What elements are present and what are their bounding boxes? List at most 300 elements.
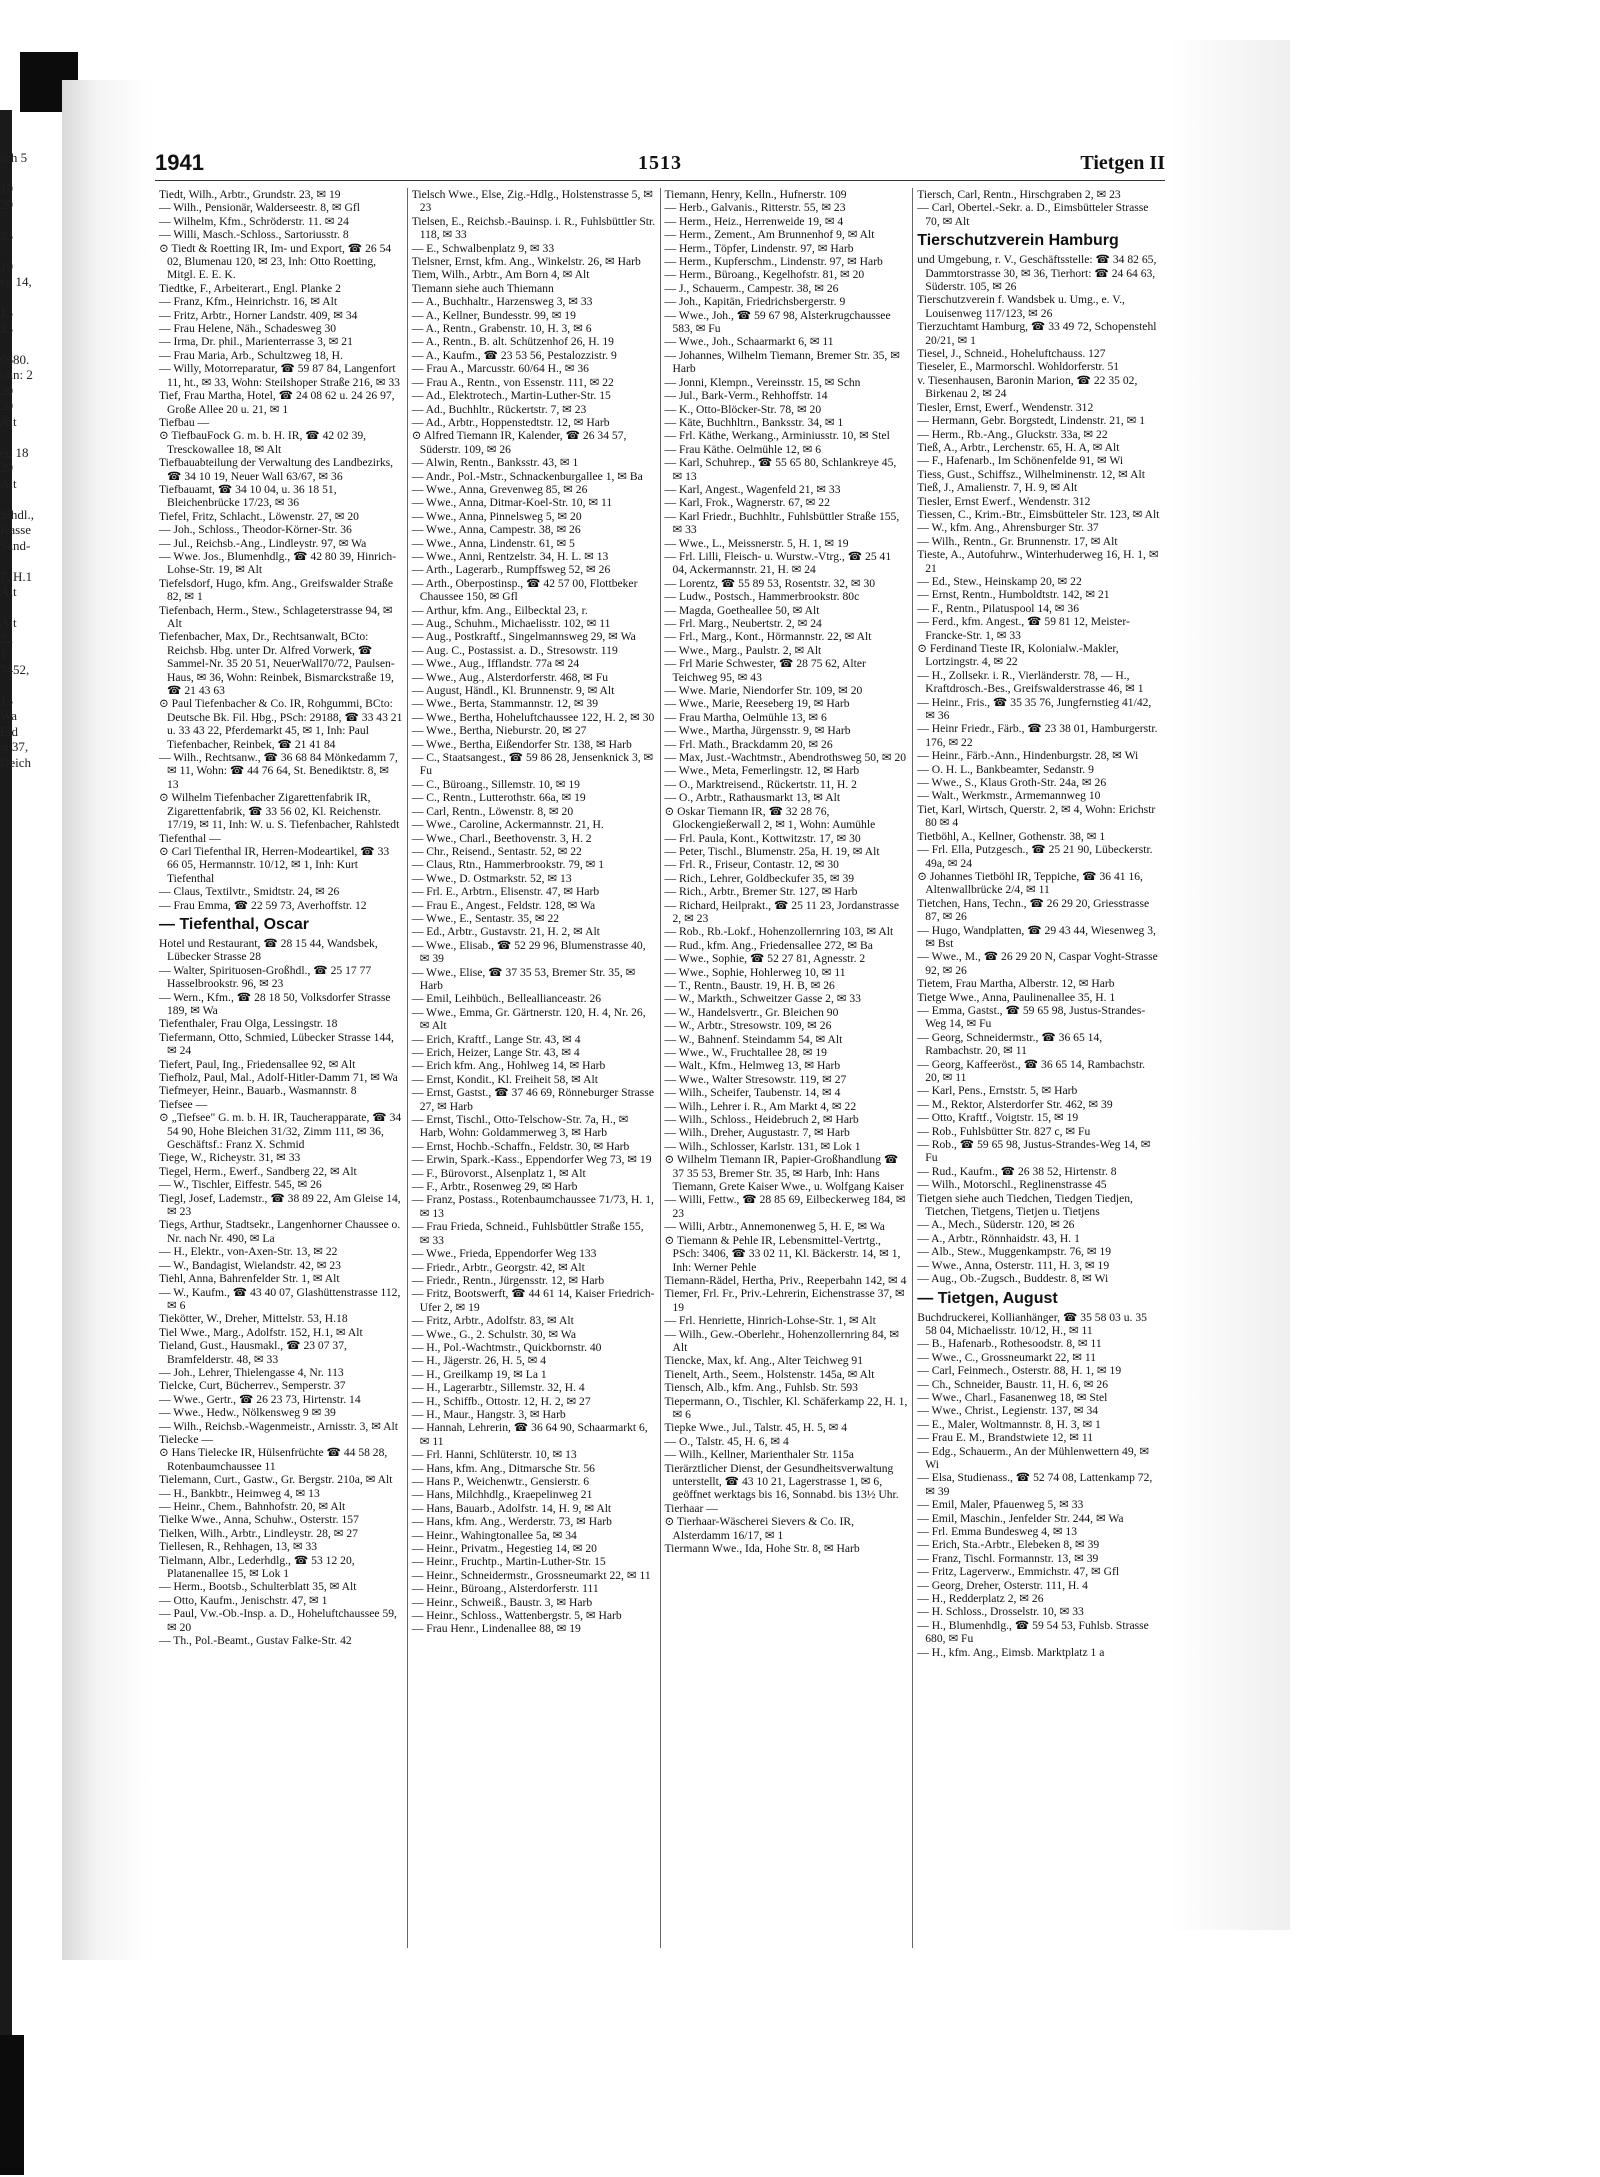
- directory-entry: — Heinr., Schloss., Wattenbergstr. 5, ✉ Harb: [411, 1609, 622, 1623]
- directory-entry: — A., Rentn., Grabenstr. 10, H. 3, ✉ 6: [411, 322, 592, 336]
- directory-entry: — Heinr., Schweiß., Baustr. 3, ✉ Harb: [411, 1595, 593, 1609]
- directory-entry: — Elsa, Studienass., ☎ 52 74 08, Lattenkamp 72, ✉ 39: [917, 1471, 1153, 1498]
- directory-entry: Tiedtke, F., Arbeiterart., Engl. Planke 2: [159, 281, 341, 295]
- directory-entry: — Wwe., Aug., Alsterdorferstr. 468, ✉ Fu: [411, 670, 609, 684]
- directory-entry: — W., Markth., Schweitzer Gasse 2, ✉ 33: [664, 992, 861, 1006]
- directory-entry: — Karl, Frok., Wagnerstr. 67, ✉ 22: [664, 496, 830, 510]
- directory-entry: — Erich, Heizer, Lange Str. 43, ✉ 4: [411, 1046, 580, 1059]
- page-edge-right: [1170, 40, 1290, 1930]
- directory-entry: Buchdruckerei, Kollianhänger, ☎ 35 58 03 u. 35 58 04, Michaelisstr. 10/12, H., ✉ 11: [917, 1310, 1147, 1337]
- directory-entry: — Hermann, Gebr. Borgstedt, Lindenstr. 21, ✉ 1: [917, 414, 1146, 428]
- directory-entry: Tiehl, Anna, Bahrenfelder Str. 1, ✉ Alt: [159, 1272, 340, 1286]
- fragment-line: Sand-: [0, 537, 31, 553]
- directory-entry: Tierschutzverein f. Wandsbek u. Umg., e. V., Louisenweg 117/123, ✉ 26: [917, 293, 1125, 320]
- directory-entry: — Aug., Ob.-Zugsch., Buddestr. 8, ✉ Wi: [917, 1272, 1109, 1286]
- directory-entry: — Willi, Arbtr., Annemonenweg 5, H. E, ✉ Wa: [664, 1220, 885, 1234]
- directory-entry: — Frl. E., Arbtrn., Elisenstr. 47, ✉ Harb: [411, 885, 600, 899]
- directory-entry: — H., Redderplatz 2, ✉ 26: [917, 1592, 1044, 1606]
- directory-entry: — Frl. Paula, Kont., Kottwitzstr. 17, ✉ 30: [664, 831, 861, 845]
- directory-entry: ⊙ TiefbauFock G. m. b. H. IR, ☎ 42 02 39, Tresckowallee 18, ✉ Alt: [159, 429, 367, 456]
- directory-entry: — E., Maler, Woltmannstr. 8, H. 3, ✉ 1: [917, 1417, 1101, 1431]
- fragment-line: Alt: [0, 584, 17, 599]
- directory-entry: — Claus, Rtn., Hammerbrookstr. 79, ✉ 1: [411, 858, 605, 872]
- directory-entry: — H., Elektr., von-Axen-Str. 13, ✉ 22: [159, 1245, 338, 1259]
- directory-entry: — Herm., Heiz., Herrenweide 19, ✉ 4: [664, 214, 844, 228]
- directory-entry: — Wwe., L., Meissnerstr. 5, H. 1, ✉ 19: [664, 536, 849, 550]
- fragment-line: [0, 290, 60, 306]
- directory-entry: — Rich., Arbtr., Bremer Str. 127, ✉ Harb: [664, 885, 858, 899]
- directory-entry: — Frau Käthe. Oelmühle 12, ✉ 6: [664, 442, 822, 456]
- directory-entry: — Karl Friedr., Buchhltr., Fuhlsbüttler Straße 155, ✉ 33: [664, 509, 900, 537]
- directory-entry: — Jul., Reichsb.-Ang., Lindleystr. 97, ✉ Wa: [159, 536, 367, 550]
- fragment-line: [0, 212, 60, 228]
- directory-entry: — W., Bandagist, Wielandstr. 42, ✉ 23: [159, 1258, 341, 1272]
- directory-entry: ⊙ „Tiefsee" G. m. b. H. IR, Taucherapparate, ☎ 34 54 90, Hohe Bleichen 31/32, Zimm 111, ✉ 36, Geschäftsf.: Franz X. Schmid: [159, 1111, 402, 1152]
- fragment-line: 7452,: [0, 661, 30, 677]
- directory-entry: und Umgebung, r. V., Geschäftsstelle: ☎ 34 82 65, Dammtorstrasse 30, ✉ 36, Tierhort: ☎ 24 64 63, Süderstr. 105, ✉ 26: [917, 253, 1157, 294]
- directory-entry: — H., Blumenhdlg., ☎ 59 54 53, Fuhlsb. Strasse 680, ✉ Fu: [917, 1618, 1149, 1646]
- directory-entry: — Frau Emma, ☎ 22 59 73, Averhoffstr. 12: [159, 898, 367, 912]
- directory-entry: Tieseler, E., Marmorschl. Wohldorferstr. 51: [917, 360, 1120, 374]
- directory-entry: — Wwe., C., Grossneumarkt 22, ✉ 11: [917, 1350, 1097, 1364]
- directory-entry: Tiefholz, Paul, Mal., Adolf-Hitler-Damm 71, ✉ Wa: [159, 1071, 398, 1084]
- directory-entry: — A., Rentn., B. alt. Schützenhof 26, H. 19: [411, 335, 614, 349]
- directory-entry: — Aug. C., Postassist. a. D., Stresowstr. 119: [411, 643, 618, 657]
- directory-entry: — C., Rentn., Lutterothstr. 66a, ✉ 19: [411, 791, 586, 805]
- directory-entry: — Wwe., Bertha, Nieburstr. 20, ✉ 27: [411, 724, 587, 738]
- directory-entry: — Otto, Kaufm., Jenischstr. 47, ✉ 1: [159, 1593, 328, 1607]
- directory-entry: — August, Händl., Kl. Brunnenstr. 9, ✉ Alt: [411, 684, 615, 698]
- directory-entry: — Heinr., Privatm., Hegestieg 14, ✉ 20: [411, 1542, 597, 1556]
- directory-entry: Tielecke —: [159, 1432, 213, 1446]
- fragment-line: 22: [0, 630, 13, 646]
- directory-entry: ⊙ Tierhaar-Wäscherei Sievers & Co. IR, Alsterdamm 16/17, ✉ 1: [664, 1515, 854, 1542]
- directory-entry: — Wwe., E., Sentastr. 35, ✉ 22: [411, 911, 560, 925]
- scan-edge-bottom: [0, 2035, 24, 2175]
- fragment-line: 33: [0, 320, 13, 336]
- fragment-line: 20: [0, 398, 13, 413]
- fragment-line: Wa: [0, 708, 17, 723]
- directory-entry: — Wwe., Joh., ☎ 59 67 98, Alsterkrugchaussee 583, ✉ Fu: [664, 308, 891, 336]
- directory-entry: — Aug., Schuhm., Michaelisstr. 102, ✉ 11: [411, 617, 611, 630]
- directory-entry: — O. H. L., Bankbeamter, Sedanstr. 9: [917, 762, 1094, 776]
- directory-entry: — F., Bürovorst., Alsenplatz 1, ✉ Alt: [411, 1166, 586, 1180]
- directory-entry: — Wwe., Anna, Grevenweg 85, ✉ 26: [411, 482, 588, 496]
- directory-entry: — Karl, Schuhrep., ☎ 55 65 80, Schlankreye 45, ✉ 13: [664, 456, 897, 483]
- directory-entry: — Georg, Dreher, Osterstr. 111, H. 4: [917, 1578, 1088, 1592]
- directory-entry: — Ed., Arbtr., Gustavstr. 21, H. 2, ✉ Alt: [411, 925, 600, 939]
- directory-heading: Tierschutzverein Hamburg: [917, 232, 1119, 250]
- directory-entry: Tiepke Wwe., Jul., Talstr. 45, H. 5, ✉ 4: [664, 1421, 848, 1435]
- directory-entry: — Richard, Heilprakt., ☎ 25 11 23, Jordanstrasse 2, ✉ 23: [664, 898, 900, 925]
- previous-page-fragment: [0, 150, 60, 1930]
- directory-entry: Tiefert, Paul, Ing., Friedensallee 92, ✉ Alt: [159, 1057, 356, 1071]
- directory-entry: — Wilh., Kellner, Marienthaler Str. 115a: [664, 1448, 854, 1462]
- directory-entry: Tiefel, Fritz, Schlacht., Löwenstr. 27, ✉ 20: [159, 509, 359, 523]
- directory-entry: — Peter, Tischl., Blumenstr. 25a, H. 19, ✉ Alt: [664, 844, 880, 858]
- directory-entry: — A., Arbtr., Rönnhaidstr. 43, H. 1: [917, 1231, 1080, 1245]
- directory-entry: Tielmann, Albr., Lederhdlg., ☎ 53 12 20, Platanenallee 15, ✉ Lok 1: [159, 1553, 355, 1581]
- directory-entry: — W., Bahnenf. Steindamm 54, ✉ Alt: [664, 1032, 843, 1046]
- directory-entry: — Heinr., Fris., ☎ 35 35 76, Jungfernstieg 41/42, ✉ 36: [917, 695, 1152, 723]
- directory-entry: — Frau Maria, Arb., Schultzweg 18, H.: [159, 348, 343, 362]
- directory-entry: — Wwe. Jos., Blumenhdlg., ☎ 42 80 39, Hinrich-Lohse-Str. 19, ✉ Alt: [159, 549, 397, 577]
- directory-entry: ⊙ Hans Tielecke IR, Hülsenfrüchte ☎ 44 58 28, Rotenbaumchaussee 11: [159, 1446, 388, 1473]
- directory-entry: — Arth., Lagerarb., Rumpffsweg 52, ✉ 26: [411, 563, 611, 577]
- directory-entry: Tiefenbach, Herm., Stew., Schlageterstrasse 94, ✉ Alt: [159, 603, 393, 630]
- directory-entry: — Ernst, Kondit., Kl. Freiheit 58, ✉ Alt: [411, 1072, 598, 1086]
- directory-entry: Tiefermann, Otto, Schmied, Lübecker Strasse 144, ✉ 24: [159, 1030, 394, 1058]
- directory-entry: — Wilh., Schlosser, Karlstr. 131, ✉ Lok 1: [664, 1139, 861, 1153]
- directory-entry: v. Tiesenhausen, Baronin Marion, ☎ 22 35 02, Birkenau 2, ✉ 24: [917, 373, 1138, 401]
- directory-entry: Tienelt, Arth., Seem., Holstenstr. 145a, ✉ Alt: [664, 1367, 875, 1381]
- directory-entry: — Ludw., Postsch., Hammerbrookstr. 80c: [664, 590, 860, 604]
- directory-entry: — Hans, kfm. Ang., Ditmarsche Str. 56: [411, 1461, 595, 1475]
- directory-entry: — Wwe., Sophie, ☎ 52 27 81, Agnesstr. 2: [664, 952, 866, 966]
- directory-entry: — A., Buchhaltr., Harzensweg 3, ✉ 33: [411, 295, 593, 309]
- directory-entry: — Heinr., Schneidermstr., Grossneumarkt 22, ✉ 11: [411, 1568, 651, 1582]
- directory-entry: — Wwe., G., 2. Schulstr. 30, ✉ Wa: [411, 1327, 576, 1341]
- directory-entry: Tiersch, Carl, Rentn., Hirschgraben 2, ✉ 23: [917, 188, 1121, 201]
- directory-entry: — Wwe., Emma, Gr. Gärtnerstr. 120, H. 4, Nr. 26, ✉ Alt: [411, 1005, 646, 1033]
- directory-entry: — Frl. Ella, Putzgesch., ☎ 25 21 90, Lübeckerstr. 49a, ✉ 24: [917, 843, 1153, 870]
- directory-entry: — Hannah, Lehrerin, ☎ 36 64 90, Schaarmarkt 6, ✉ 11: [411, 1421, 648, 1448]
- directory-entry: — Käte, Buchhltrn., Banksstr. 34, ✉ 1: [664, 415, 844, 429]
- running-head: Tietgen II: [1080, 152, 1165, 174]
- directory-entry: Tiencke, Max, kf. Ang., Alter Teichweg 91: [664, 1354, 864, 1368]
- directory-entry: — W., Tischler, Eiffestr. 545, ✉ 26: [159, 1178, 322, 1192]
- fragment-line: 7, H.1: [0, 568, 33, 584]
- directory-entry: Tierzuchtamt Hamburg, ☎ 33 49 72, Schopenstehl 20/21, ✉ 1: [917, 320, 1157, 347]
- directory-entry: ⊙ Ferdinand Tieste IR, Kolonialw.-Makler, Lortzingstr. 4, ✉ 22: [917, 642, 1119, 669]
- directory-entry: — Walt., Werkmstr., Armemannweg 10: [917, 789, 1101, 803]
- fragment-line: 0680.: [0, 351, 30, 367]
- book-gutter: [62, 80, 152, 1960]
- directory-entry: — Wwe., W., Fruchtallee 28, ✉ 19: [664, 1046, 827, 1059]
- fragment-line: [0, 429, 60, 445]
- directory-entry: — Frau E., Angest., Feldstr. 128, ✉ Wa: [411, 898, 596, 912]
- directory-entry: Tiefmeyer, Heinr., Bauarb., Wasmannstr. 8: [159, 1084, 357, 1098]
- directory-entry: — C., Büroang., Sillemstr. 10, ✉ 19: [411, 777, 580, 791]
- directory-entry: — Heinr., Wahingtonallee 5a, ✉ 34: [411, 1528, 577, 1542]
- directory-entry: — Wwe., Bertha, Hoheluftchaussee 122, H. 2, ✉ 30: [411, 710, 655, 724]
- directory-entry: — Erwin, Spark.-Kass., Eppendorfer Weg 73, ✉ 19: [411, 1153, 652, 1167]
- directory-heading: — Tiefenthal, Oscar: [159, 915, 309, 933]
- directory-entry: — A., Kaufm., ☎ 23 53 56, Pestalozzistr. 9: [411, 348, 617, 362]
- directory-entry: — H., Maur., Hangstr. 3, ✉ Harb: [411, 1407, 566, 1421]
- directory-entry: — Franz, Tischl. Formannstr. 13, ✉ 39: [917, 1551, 1099, 1565]
- directory-entry: — Friedr., Arbtr., Georgstr. 42, ✉ Alt: [411, 1260, 585, 1274]
- directory-entry: — A., Mech., Süderstr. 120, ✉ 26: [917, 1218, 1075, 1232]
- directory-entry: — Wwe., Hedw., Nölkensweg 9 ✉ 39: [159, 1406, 336, 1420]
- directory-entry: ⊙ Tiedt & Roetting IR, Im- und Export, ☎ 26 54 02, Blumenau 120, ✉ 23, Inh: Otto Roetting, Mitgl. E. E. K.: [159, 241, 392, 282]
- directory-entry: Tietböhl, A., Kellner, Gothenstr. 38, ✉ 1: [917, 829, 1106, 843]
- directory-entry: — Wwe., Caroline, Ackermannstr. 21, H.: [411, 818, 604, 832]
- directory-entry: — O., Arbtr., Rathausmarkt 13, ✉ Alt: [664, 791, 841, 805]
- directory-entry: — Claus, Textilvtr., Smidtstr. 24, ✉ 26: [159, 885, 340, 899]
- directory-entry: — Carl, Feinmech., Osterstr. 88, H. 1, ✉ 19: [917, 1364, 1122, 1378]
- directory-entry: — Wwe., Christ., Legienstr. 137, ✉ 34: [917, 1404, 1099, 1418]
- directory-entry: Tielcke, Curt, Bücherrev., Semperstr. 37: [159, 1379, 346, 1393]
- directory-entry: — F., Arbtr., Rosenweg 29, ✉ Harb: [411, 1180, 578, 1194]
- directory-entry: Tielsch Wwe., Else, Zig.-Hdlg., Holstenstrasse 5, ✉ 23: [411, 188, 653, 215]
- directory-entry: — Carl, Rentn., Löwenstr. 8, ✉ 20: [411, 804, 574, 818]
- directory-entry: — Wwe., Joh., Schaarmarkt 6, ✉ 11: [664, 335, 834, 349]
- directory-entry: — A., Kellner, Bundesstr. 99, ✉ 19: [411, 308, 576, 322]
- directory-entry: — F., Rentn., Pilatuspool 14, ✉ 36: [917, 601, 1080, 615]
- directory-column-4: [913, 188, 1165, 1948]
- directory-entry: — Wilh., Rechtsanw., ☎ 36 68 84 Mönkedamm 7, ✉ 11, Wohn: ☎ 44 76 64, St. Benediktstr. 8, ✉ 13: [159, 751, 398, 791]
- fragment-line: 13: [0, 692, 13, 708]
- directory-entry: Tiemann-Rädel, Hertha, Priv., Reeperbahn 142, ✉ 4: [664, 1273, 907, 1287]
- directory-entry: ⊙ Wilhelm Tiemann IR, Papier-Großhandlung ☎ 37 35 53, Bremer Str. 35, ✉ Harb, Inh: Hans Tiemann, Grete Kaiser Wwe., u. Wolfgang Kaiser: [664, 1153, 904, 1194]
- directory-entry: — Fritz, Arbtr., Adolfstr. 83, ✉ Alt: [411, 1314, 574, 1328]
- directory-entry: — Karl, Pens., Ernststr. 5, ✉ Harb: [917, 1084, 1078, 1098]
- page-header: [155, 150, 1165, 181]
- directory-entry: — Rob., Fuhlsbütter Str. 827 c, ✉ Fu: [917, 1124, 1091, 1138]
- directory-entry: Tiess, Gust., Schiffsz., Wilhelminenstr. 12, ✉ Alt: [917, 467, 1145, 481]
- directory-entry: — Irma, Dr. phil., Marienterrasse 3, ✉ 21: [159, 335, 353, 349]
- directory-entry: — Wwe., Charl., Fasanenweg 18, ✉ Stel: [917, 1390, 1108, 1404]
- directory-entry: — Emma, Gastst., ☎ 59 65 98, Justus-Strandes-Weg 14, ✉ Fu: [917, 1003, 1146, 1031]
- directory-entry: Tierärztlicher Dienst, der Gesundheitsverwaltung unterstellt, ☎ 43 10 21, Lagerstrasse 1, ✉ 6, geöffnet werktags bis 16, Sonnabd. bis 13½ Uhr.: [664, 1461, 899, 1502]
- directory-entry: — Frl. Hanni, Schlüterstr. 10, ✉ 13: [411, 1448, 577, 1462]
- directory-entry: — Max, Just.-Wachtmstr., Abendrothsweg 50, ✉ 20: [664, 751, 907, 765]
- directory-entry: — F., Hafenarb., Im Schönenfelde 91, ✉ Wi: [917, 454, 1124, 468]
- directory-entry: — Frl Marie Schwester, ☎ 28 75 62, Alter Teichweg 95, ✉ 43: [664, 657, 866, 684]
- fragment-line: Kasse: [0, 522, 32, 537]
- directory-entry: — Rob., ☎ 59 65 98, Justus-Strandes-Weg 14, ✉ Fu: [917, 1138, 1151, 1165]
- directory-entry: Tiefenbacher, Max, Dr., Rechtsanwalt, BCto: Reichsb. Hbg. unter Dr. Alfred Vorwerk, ☎ Sammel-Nr. 35 20 51, NeuerWall70/72, Paulsen-Haus, ✉ 36, Wohn: Reinbek, Bismarckstraße 19, ☎ 21 43 63: [159, 630, 395, 698]
- directory-entry: — Frl. R., Friseur, Contastr. 12, ✉ 30: [664, 858, 839, 872]
- directory-entry: ⊙ Wilhelm Tiefenbacher Zigarettenfabrik IR, Zigarettenfabrik, ☎ 33 56 02, Kl. Reichenstr. 17/19, ✉ 11, Inh: W. u. S. Tiefenbacher, Rahlstedt: [159, 791, 400, 832]
- directory-entry: — O., Talstr. 45, H. 6, ✉ 4: [664, 1434, 789, 1448]
- directory-entry: — W., Arbtr., Stresowstr. 109, ✉ 26: [664, 1019, 832, 1033]
- directory-entry: — Hans P., Weichenwtr., Gensierstr. 6: [411, 1475, 589, 1488]
- directory-entry: Tielsner, Ernst, kfm. Ang., Winkelstr. 26, ✉ Harb: [411, 255, 641, 269]
- directory-entry: — Wwe., S., Klaus Groth-Str. 24a, ✉ 26: [917, 776, 1107, 790]
- directory-entry: — Wwe., Marg., Paulstr. 2, ✉ Alt: [664, 643, 822, 657]
- directory-entry: — Ch., Schneider, Baustr. 11, H. 6, ✉ 26: [917, 1377, 1109, 1391]
- directory-entry: — Fritz, Lagerverw., Emmichstr. 47, ✉ Gfl: [917, 1565, 1120, 1579]
- directory-entry: — Ferd., kfm. Angest., ☎ 59 81 12, Meister-Francke-Str. 1, ✉ 33: [917, 615, 1130, 642]
- directory-entry: — Wwe., Elisab., ☎ 52 29 96, Blumenstrasse 40, ✉ 39: [411, 938, 646, 966]
- directory-entry: — Wwe., Anna, Osterstr. 111, H. 3, ✉ 19: [917, 1258, 1110, 1272]
- directory-entry: Tiepermann, O., Tischler, Kl. Schäferkamp 22, H. 1, ✉ 6: [664, 1394, 908, 1421]
- directory-entry: — Wilh., Motorschl., Reglinenstrasse 45: [917, 1178, 1107, 1192]
- directory-entry: — Frl. Marg., Neubertstr. 2, ✉ 24: [664, 617, 822, 630]
- fragment-line: Alt: [0, 615, 17, 630]
- fragment-line: Alt: [0, 413, 17, 429]
- directory-entry: — Wwe., Anna, Pinnelsweg 5, ✉ 20: [411, 509, 582, 523]
- directory-entry: — Rob., Rb.-Lokf., Hohenzollernring 103, ✉ Alt: [664, 925, 894, 939]
- directory-entry: — Willy, Motorreparatur, ☎ 59 87 84, Langenfort 11, ht., ✉ 33, Wohn: Steilshoper Straße 216, ✉ 33: [159, 362, 400, 389]
- directory-entry: Tiesler, Ernst Ewerf., Wendenstr. 312: [917, 494, 1091, 508]
- fragment-line: 29: [0, 196, 13, 212]
- directory-entry: — K., Otto-Blöcker-Str. 78, ✉ 20: [664, 402, 822, 416]
- fragment-line: Eid: [0, 723, 19, 739]
- directory-entry: Tiel Wwe., Marg., Adolfstr. 152, H.1, ✉ Alt: [159, 1325, 363, 1339]
- directory-entry: — Erich, Kraftf., Lange Str. 43, ✉ 4: [411, 1032, 581, 1046]
- directory-entry: — M., Rektor, Alsterdorfer Str. 462, ✉ 39: [917, 1097, 1113, 1111]
- directory-entry: — Alb., Stew., Muggenkampstr. 76, ✉ 19: [917, 1245, 1112, 1259]
- directory-entry: Tielemann, Curt., Gastw., Gr. Bergstr. 210a, ✉ Alt: [159, 1473, 393, 1487]
- directory-entry: Tiefbau —: [159, 415, 210, 429]
- directory-entry: — Wilh., Scheifer, Taubenstr. 14, ✉ 4: [664, 1086, 841, 1100]
- directory-entry: — Alwin, Rentn., Banksstr. 43, ✉ 1: [411, 456, 579, 470]
- fragment-line: [0, 491, 60, 507]
- directory-entry: — Wwe., Anna, Ditmar-Koel-Str. 10, ✉ 11: [411, 496, 613, 510]
- fragment-line: 13: [0, 305, 13, 320]
- directory-entry: Tiegel, Herm., Ewerf., Sandberg 22, ✉ Alt: [159, 1164, 357, 1178]
- directory-entry: Tiefenthal —: [159, 831, 221, 845]
- directory-entry: — Frau Henr., Lindenallee 88, ✉ 19: [411, 1622, 581, 1636]
- directory-entry: — Wwe., Bertha, Eißendorfer Str. 138, ✉ Harb: [411, 737, 632, 751]
- directory-entry: — Wwe., Aug., Ifflandstr. 77a ✉ 24: [411, 657, 580, 671]
- directory-entry: Tief, Frau Martha, Hotel, ☎ 24 08 62 u. 24 26 97, Große Allee 20 u. 21, ✉ 1: [159, 389, 395, 416]
- fragment-line: sch 5: [0, 150, 28, 165]
- directory-entry: — Andr., Pol.-Mstr., Schnackenburgallee 1, ✉ Ba: [411, 469, 643, 483]
- directory-entry: — J., Schauerm., Campestr. 38, ✉ 26: [664, 281, 839, 295]
- directory-entry: — Wwe., Gertr., ☎ 26 23 73, Hirtenstr. 14: [159, 1392, 361, 1406]
- directory-entry: — Herm., Töpfer, Lindenstr. 97, ✉ Harb: [664, 241, 854, 255]
- directory-entry: ⊙ Tiemann & Pehle IR, Lebensmittel-Vertrtg., PSch: 3406, ☎ 33 02 11, Kl. Bäckerstr. 14, ✉ 1, Inh: Werner Pehle: [664, 1233, 901, 1274]
- page-number: 1513: [638, 152, 682, 174]
- directory-entry: — Herm., Zement., Am Brunnenhof 9, ✉ Alt: [664, 228, 875, 242]
- directory-entry: — Herm., Kupferschm., Lindenstr. 97, ✉ Harb: [664, 255, 883, 269]
- directory-entry: — Walt., Kfm., Helmweg 13, ✉ Harb: [664, 1059, 841, 1073]
- directory-entry: — Wwe., M., ☎ 26 29 20 N, Caspar Voght-Strasse 92, ✉ 26: [917, 950, 1158, 977]
- directory-entry: — H., Greilkamp 19, ✉ La 1: [411, 1367, 547, 1381]
- directory-entry: — Wwe., Sophie, Hohlerweg 10, ✉ 11: [664, 965, 846, 979]
- directory-entry: — Heinr., Färb.-Ann., Hindenburgstr. 28, ✉ Wi: [917, 749, 1139, 763]
- directory-entry: — Hans, Milchhdlg., Kraepelinweg 21: [411, 1488, 593, 1502]
- directory-entry: — Frl. Käthe, Werkang., Arminiusstr. 10, ✉ Stel: [664, 429, 890, 443]
- directory-entry: Tieste, A., Autofuhrw., Winterhuderweg 16, H. 1, ✉ 21: [917, 548, 1159, 575]
- fragment-line: Deich: [0, 754, 32, 770]
- directory-entry: — Frau Frieda, Schneid., Fuhlsbüttler Straße 155, ✉ 33: [411, 1220, 644, 1247]
- directory-entry: Tiefbauamt, ☎ 34 10 04, u. 36 18 51, Bleichenbrücke 17/23, ✉ 36: [159, 482, 337, 510]
- directory-entry: — Wwe., Walter Stresowstr. 119, ✉ 27: [664, 1072, 847, 1086]
- directory-entry: — H., Zollsekr. i. R., Vierländerstr. 78, — H., Kraftdrosch.-Bes., Greifswalderstrasse 46, ✉ 1: [917, 668, 1144, 696]
- fragment-line: 19: [0, 181, 13, 196]
- fragment-line: 29: [0, 460, 13, 475]
- directory-entry: — T., Rentn., Baustr. 19, H. B, ✉ 26: [664, 978, 835, 992]
- directory-entry: — Edg., Schauerm., An der Mühlenwettern 49, ✉ Wi: [917, 1444, 1150, 1471]
- directory-entry: — Herb., Galvanis., Ritterstr. 55, ✉ 23: [664, 201, 846, 215]
- directory-entry: Tiem, Wilh., Arbtr., Am Born 4, ✉ Alt: [411, 268, 590, 282]
- directory-entry: — Frau Helene, Näh., Schadesweg 30: [159, 322, 337, 336]
- directory-column-2: [408, 188, 661, 1948]
- directory-entry: Tiegl, Josef, Lademstr., ☎ 38 89 22, Am Gleise 14, ✉ 23: [159, 1191, 401, 1219]
- fragment-line: 33: [0, 227, 13, 243]
- directory-entry: — Carl, Obertel.-Sekr. a. D., Eimsbütteler Strasse 70, ✉ Alt: [917, 201, 1149, 228]
- directory-entry: — Wilh., Pensionär, Walderseestr. 8, ✉ Gfl: [159, 201, 360, 215]
- directory-entry: — O., Marktreisend., Rückertstr. 11, H. 2: [664, 777, 857, 791]
- directory-entry: — H. Schloss., Drosselstr. 10, ✉ 33: [917, 1605, 1084, 1619]
- directory-entry: — Emil, Maler, Pfauenweg 5, ✉ 33: [917, 1498, 1084, 1512]
- fragment-line: Alt: [0, 475, 17, 491]
- directory-entry: — Magda, Goetheallee 50, ✉ Alt: [664, 603, 820, 617]
- directory-entry: ⊙ Johannes Tietböhl IR, Teppiche, ☎ 36 41 16, Altenwallbrücke 2/4, ✉ 11: [917, 869, 1143, 897]
- directory-entry: — Wwe., Anna, Lindenstr. 61, ✉ 5: [411, 536, 575, 550]
- directory-entry: Tietgen siehe auch Tiedchen, Tiedgen Tiedjen, Tietchen, Tietgens, Tietjen u. Tietjens: [917, 1191, 1133, 1219]
- fragment-line: [0, 600, 60, 616]
- directory-entry: — Heinr Friedr., Färb., ☎ 23 38 01, Hamburgerstr. 176, ✉ 22: [917, 722, 1158, 749]
- directory-entry: — Wwe., Anna, Campestr. 38, ✉ 26: [411, 523, 581, 537]
- directory-entry: Tiermann Wwe., Ida, Hohe Str. 8, ✉ Harb: [664, 1542, 860, 1556]
- directory-entry: — Hugo, Wandplatten, ☎ 29 43 44, Wiesenweg 3, ✉ Bst: [917, 923, 1156, 950]
- directory-entry: Tiellesen, R., Rehhagen, 13, ✉ 33: [159, 1540, 318, 1554]
- directory-entry: — Wilh., Dreher, Augustastr. 7, ✉ Harb: [664, 1126, 850, 1140]
- directory-entry: Tiemer, Frl. Fr., Priv.-Lehrerin, Eichenstrasse 37, ✉ 19: [664, 1287, 905, 1314]
- directory-entry: — Emil, Maschin., Jenfelder Str. 244, ✉ Wa: [917, 1511, 1124, 1525]
- directory-entry: ⊙ Paul Tiefenbacher & Co. IR, Rohgummi, BCto: Deutsche Bk. Fil. Hbg., PSch: 29188, ☎ 33 43 21 u. 33 43 22, Pferdemarkt 45, ✉ 1, Inh: Paul Tiefenbacher, Reinbek, ☎ 21 41 84: [159, 697, 403, 751]
- directory-entry: — H., kfm. Ang., Eimsb. Marktplatz 1 a: [917, 1645, 1105, 1659]
- directory-entry: — Ernst, Gastst., ☎ 37 46 69, Rönneburger Strasse 27, ✉ Harb: [411, 1086, 654, 1113]
- directory-entry: Tietchen, Hans, Techn., ☎ 26 29 20, Griesstrasse 87, ✉ 26: [917, 896, 1150, 924]
- directory-entry: — Herm., Büroang., Kegelhofstr. 81, ✉ 20: [664, 268, 865, 282]
- directory-entry: Tietem, Frau Martha, Alberstr. 12, ✉ Harb: [917, 977, 1115, 991]
- directory-entry: — Rud., Kaufm., ☎ 26 38 52, Hirtenstr. 8: [917, 1164, 1117, 1178]
- directory-entry: — Heinr., Fruchtp., Martin-Luther-Str. 15: [411, 1555, 606, 1569]
- directory-entry: Tielken, Wilh., Arbtr., Lindleystr. 28, ✉ 27: [159, 1526, 358, 1540]
- directory-entry: — Aug., Postkraftf., Singelmannsweg 29, ✉ Wa: [411, 630, 636, 644]
- directory-entry: — Jonni, Klempn., Vereinsstr. 15, ✉ Schn: [664, 375, 861, 389]
- directory-entry: — Wilh., Rentn., Gr. Brunnenstr. 17, ✉ Alt: [917, 534, 1118, 548]
- directory-entry: — Heinr., Chem., Bahnhofstr. 20, ✉ Alt: [159, 1500, 346, 1513]
- directory-entry: — Joh., Kapitän, Friedrichsbergerstr. 9: [664, 295, 846, 309]
- fragment-line: 1: [0, 646, 7, 661]
- directory-entry: — Jul., Bark-Verm., Rehhoffstr. 14: [664, 389, 828, 403]
- directory-entry: — Frl. Emma Bundesweg 4, ✉ 13: [917, 1525, 1078, 1538]
- directory-entry: — Arth., Oberpostinsp., ☎ 42 57 00, Flottbeker Chaussee 150, ✉ Gfl: [411, 576, 638, 604]
- directory-entry: Tiekötter, W., Dreher, Mittelstr. 53, H.18: [159, 1312, 348, 1326]
- directory-entry: — Joh., Schloss., Theodor-Körner-Str. 36: [159, 523, 352, 537]
- directory-entry: — Rich., Lehrer, Goldbeckufer 35, ✉ 39: [664, 871, 855, 885]
- directory-entry: — Franz, Kfm., Heinrichstr. 16, ✉ Alt: [159, 295, 338, 309]
- directory-entry: Tiefelsdorf, Hugo, kfm. Ang., Greifswalder Straße 82, ✉ 1: [159, 576, 393, 604]
- fragment-line: st.37,: [0, 739, 29, 754]
- directory-entry: Tielsen, E., Reichsb.-Bauinsp. i. R., Fuhlsbüttler Str. 118, ✉ 33: [411, 214, 656, 242]
- directory-entry: — Willi, Fettw., ☎ 28 85 69, Eilbeckerweg 184, ✉ 23: [664, 1193, 906, 1220]
- directory-entry: — Wern., Kfm., ☎ 28 18 50, Volksdorfer Strasse 189, ✉ Wa: [159, 990, 391, 1017]
- fragment-line: Sihdl.,: [0, 506, 34, 522]
- directory-entry: — Georg, Kaffeeröst., ☎ 36 65 14, Rambachstr. 20, ✉ 11: [917, 1057, 1146, 1084]
- directory-entry: — Joh., Lehrer, Thielengasse 4, Nr. 113: [159, 1365, 344, 1379]
- directory-entry: — Frau Martha, Oelmühle 13, ✉ 6: [664, 710, 827, 724]
- directory-entry: — Wwe., Marie, Reeseberg 19, ✉ Harb: [664, 697, 850, 711]
- directory-entry: Tiedt, Wilh., Arbtr., Grundstr. 23, ✉ 19: [159, 188, 341, 201]
- fragment-line: [0, 677, 60, 693]
- directory-entry: Hotel und Restaurant, ☎ 28 15 44, Wandsbek, Lübecker Strasse 28: [159, 936, 378, 964]
- directory-entry: Tiemann, Henry, Kelln., Hufnerstr. 109: [664, 188, 847, 201]
- directory-entry: — Wwe., Meta, Femerlingstr. 12, ✉ Harb: [664, 764, 860, 778]
- directory-entry: — Otto, Kraftf., Voigtstr. 15, ✉ 19: [917, 1111, 1079, 1125]
- directory-entry: Tiet, Karl, Wirtsch, Querstr. 2, ✉ 4, Wohn: Erichstr 80 ✉ 4: [917, 802, 1156, 830]
- directory-entry: — Frau A., Marcusstr. 60/64 H., ✉ 36: [411, 362, 589, 376]
- directory-entry: — Heinr., Büroang., Alsterdorferstr. 111: [411, 1582, 599, 1596]
- directory-column-1: [155, 188, 408, 1948]
- fragment-line: uhn: 2: [0, 367, 33, 382]
- directory-entry: — Willi, Masch.-Schloss., Sartoriusstr. 8: [159, 228, 349, 242]
- directory-entry: — Th., Pol.-Beamt., Gustav Falke-Str. 42: [159, 1634, 352, 1648]
- directory-entry: — Ed., Stew., Heinskamp 20, ✉ 22: [917, 574, 1082, 588]
- directory-entry: — Ernst, Tischl., Otto-Telschow-Str. 7a, H., ✉ Harb, Wohn: Goldammerweg 3, ✉ Harb: [411, 1113, 629, 1140]
- directory-entry: Tiefenthaler, Frau Olga, Lessingstr. 18: [159, 1017, 338, 1031]
- directory-entry: — Wwe., Charl., Beethovenstr. 3, H. 2: [411, 831, 592, 845]
- directory-entry: — Ad., Buchhltr., Rückertstr. 7, ✉ 23: [411, 402, 587, 416]
